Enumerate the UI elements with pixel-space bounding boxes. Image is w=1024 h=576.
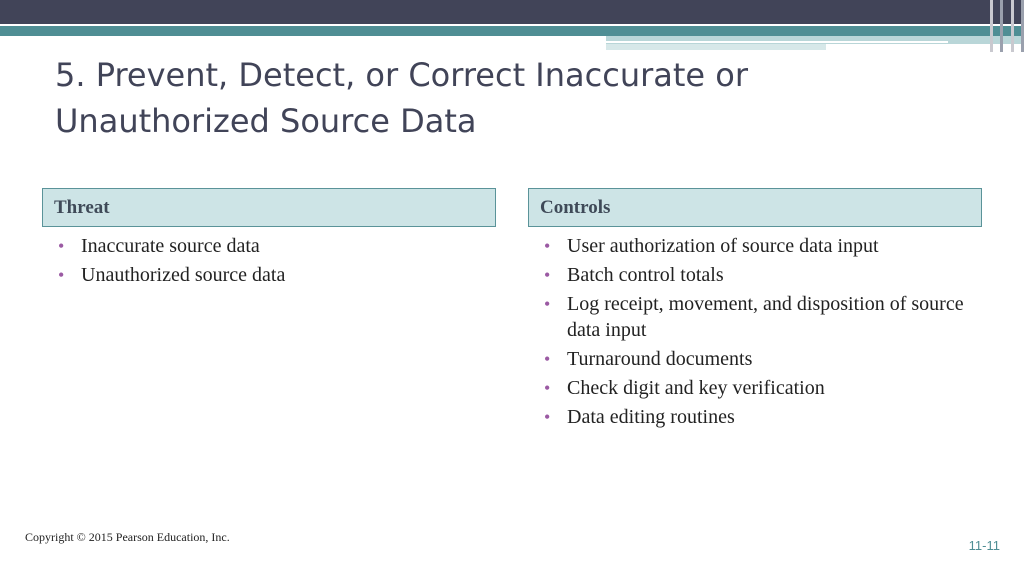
bullet-icon: • [544, 294, 551, 314]
controls-column [528, 188, 982, 433]
threat-header: Threat [42, 188, 496, 227]
bullet-icon: • [58, 236, 65, 256]
pale-accent-strip-short [606, 44, 826, 50]
vertical-bar [990, 0, 993, 52]
vertical-accent-bars [990, 0, 1024, 52]
bullet-icon: • [544, 378, 551, 398]
vertical-bar [1000, 0, 1003, 52]
list-item [528, 233, 982, 259]
list-item-text: Unauthorized source data [81, 264, 286, 286]
list-item [528, 262, 982, 288]
vertical-bar [1011, 0, 1014, 52]
controls-list [528, 233, 982, 430]
controls-header: Controls [528, 188, 982, 227]
list-item-text: Data editing routines [567, 406, 735, 428]
threat-column [42, 188, 496, 291]
teal-accent-strip [0, 26, 1024, 36]
bullet-icon: • [544, 407, 551, 427]
list-item-text: Log receipt, movement, and disposition of source data input [567, 293, 964, 341]
list-item [42, 233, 496, 259]
page-number: 11-11 [968, 538, 1000, 553]
list-item-text: Check digit and key verification [567, 377, 825, 399]
bullet-icon: • [544, 265, 551, 285]
list-item-text: Turnaround documents [567, 348, 753, 370]
white-accent-line [606, 41, 948, 43]
slide-title: 5. Prevent, Detect, or Correct Inaccurate or Unauthorized Source Data [55, 56, 748, 140]
list-item [42, 262, 496, 288]
list-item [528, 375, 982, 401]
list-item-text: Inaccurate source data [81, 235, 260, 257]
list-item-text: Batch control totals [567, 264, 724, 286]
top-decorative-band [0, 0, 1024, 24]
bullet-icon: • [58, 265, 65, 285]
list-item [528, 404, 982, 430]
list-item [528, 346, 982, 372]
bullet-icon: • [544, 236, 551, 256]
threat-list [42, 233, 496, 288]
copyright-notice: Copyright © 2015 Pearson Education, Inc. [25, 530, 230, 544]
list-item-text: User authorization of source data input [567, 235, 879, 257]
bullet-icon: • [544, 349, 551, 369]
list-item [528, 291, 982, 343]
